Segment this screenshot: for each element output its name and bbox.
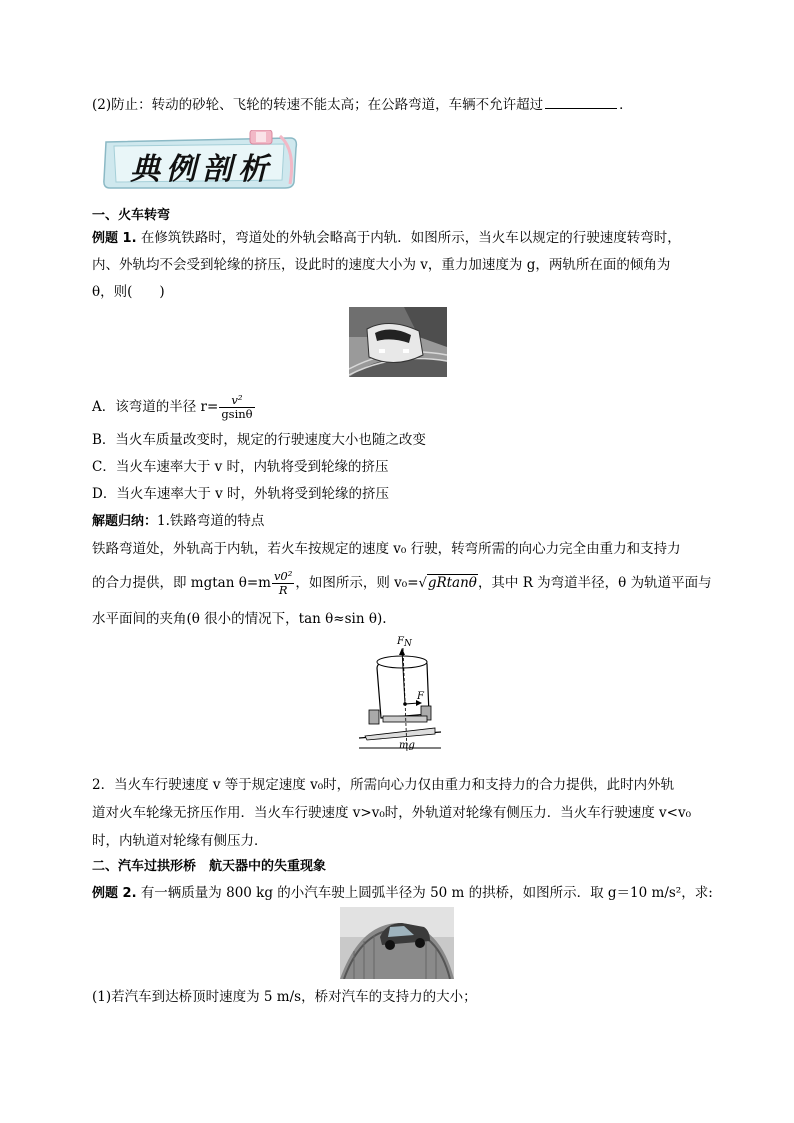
solution-numerator: v0² [273, 569, 293, 583]
prevention-text: (2)防止：转动的砂轮、飞轮的转速不能太高；在公路弯道，车辆不允许超过 [92, 97, 544, 113]
example-1-line-2: 内、外轨均不会受到轮缘的挤压，设此时的速度大小为 v，重力加速度为 g，两轨所在面的倾角为 [92, 257, 671, 273]
banner-title: 典例剖析 [130, 152, 274, 187]
example-1-line-3: θ，则( ) [92, 284, 165, 300]
prevention-line [92, 95, 633, 114]
solution-label: 解题归纳： [92, 514, 158, 529]
solution-fraction [272, 570, 294, 597]
solution-line-2c: ，其中 R 为弯道半径，θ 为轨道平面与 [477, 575, 712, 591]
solution-line-2b: ，如图所示，则 v₀= [295, 575, 419, 591]
example-1-line-1 [92, 229, 681, 248]
option-b: B．当火车质量改变时，规定的行驶速度大小也随之改变 [92, 432, 426, 448]
option-a-fraction [219, 394, 254, 421]
point-2-line-3: 时，内轨道对轮缘有侧压力． [92, 833, 268, 849]
example-1-label: 例题 1. [92, 231, 137, 246]
point-2-line-2: 道对火车轮缘无挤压作用．当火车行驶速度 v>v₀时，外轨道对轮缘有侧压力．当火车行驶速度 v<v₀ [92, 805, 692, 821]
car-bridge-photo [340, 907, 454, 979]
question-1: (1)若汽车到达桥顶时速度为 5 m/s，桥对汽车的支持力的大小； [92, 989, 477, 1005]
option-a-numerator: v² [219, 394, 254, 408]
solution-sqrt: gRtanθ [427, 575, 477, 591]
fn-label: FN [397, 636, 412, 649]
section-banner [100, 130, 300, 192]
example-2-line [92, 884, 713, 903]
section-1-title: 一、火车转弯 [92, 208, 171, 223]
solution-line-3: 水平面间的夹角(θ 很小的情况下，tan θ≈sin θ). [92, 611, 387, 627]
solution-heading [92, 512, 264, 531]
example-1-text-1: 在修筑铁路时，弯道处的外轨会略高于内轨．如图所示，当火车以规定的行驶速度转弯时， [140, 230, 681, 246]
solution-heading-text: 1.铁路弯道的特点 [157, 513, 265, 529]
option-a-denominator: gsinθ [221, 407, 253, 421]
section-2-title: 二、汽车过拱形桥 航天器中的失重现象 [92, 859, 327, 874]
option-a [92, 394, 256, 421]
solution-denominator: R [278, 583, 288, 597]
solution-line-2a: 的合力提供，即 mgtan θ=m [92, 575, 271, 591]
mg-label: mg [399, 740, 415, 751]
solution-line-1: 铁路弯道处，外轨高于内轨，若火车按规定的速度 v₀ 行驶，转弯所需的向心力完全由重力和支持力 [92, 541, 681, 557]
f-label: F [417, 691, 424, 702]
force-diagram [355, 636, 445, 754]
example-2-text: 有一辆质量为 800 kg 的小汽车驶上圆弧半径为 50 m 的拱桥，如图所示．取 g＝10 m/s²，求: [140, 885, 713, 901]
prevention-suffix: ． [619, 97, 633, 113]
point-2-line-1: 2．当火车行驶速度 v 等于规定速度 v₀时，所需向心力仅由重力和支持力的合力提供，此时内外轨 [92, 777, 675, 793]
train-photo [349, 307, 447, 377]
option-c: C．当火车速率大于 v 时，内轨将受到轮缘的挤压 [92, 459, 389, 475]
option-d: D．当火车速率大于 v 时，外轨将受到轮缘的挤压 [92, 486, 390, 502]
answer-blank [545, 95, 617, 109]
option-a-text: A．该弯道的半径 r= [92, 399, 219, 415]
solution-line-2: 的合力提供，即 mgtan θ=m $\frac{\text{v0²}}{R}$ ，如图所示，则 v₀=√gRtanθ，其中 R 为弯道半径，θ 为轨道平面与 [92, 569, 712, 597]
example-2-label: 例题 2. [92, 886, 137, 901]
